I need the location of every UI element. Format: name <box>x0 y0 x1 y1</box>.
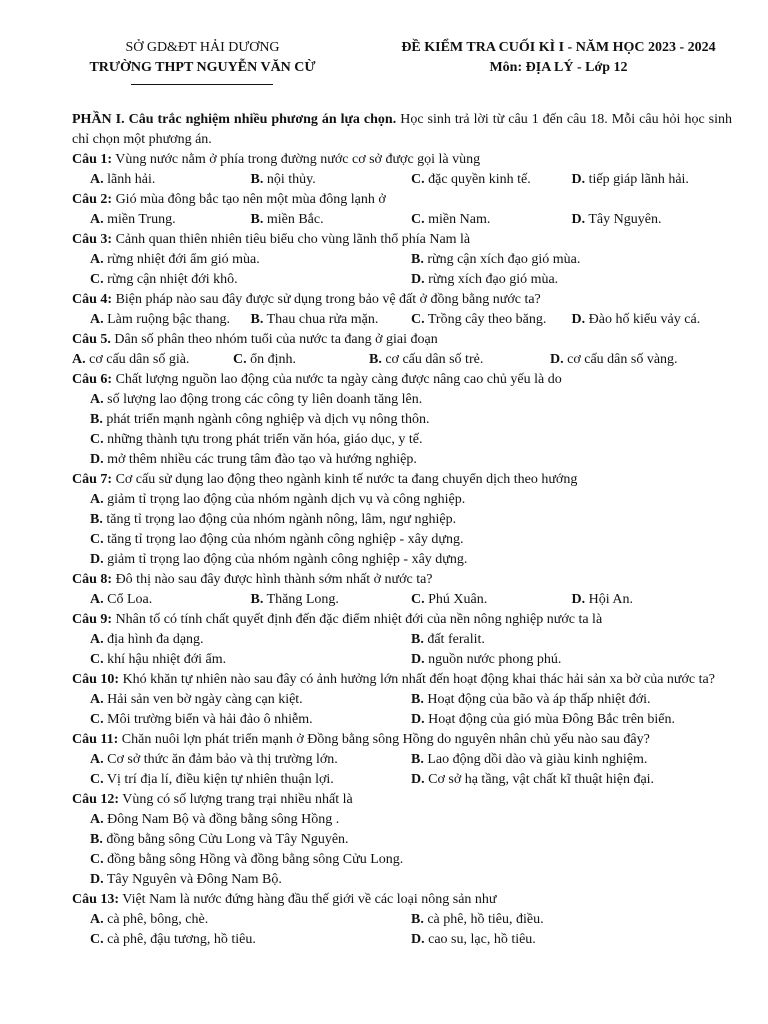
option-letter: B. <box>411 752 424 767</box>
question-7 <box>72 470 732 490</box>
option-c[interactable] <box>411 170 572 190</box>
option-b[interactable] <box>251 310 412 330</box>
option-letter: A. <box>90 172 104 187</box>
option-text: đồng bằng sông Hồng và đồng bằng sông Cửu Long. <box>103 852 404 867</box>
option-letter: D. <box>571 172 586 187</box>
option-letter: D. <box>411 652 425 667</box>
option-text: rừng cận nhiệt đới khô. <box>103 272 238 287</box>
question-number: Câu 8: <box>72 572 113 587</box>
option-text: Cơ sở hạ tầng, vật chất kĩ thuật hiện đại. <box>424 772 655 787</box>
question-5 <box>72 330 732 350</box>
option-letter: A. <box>90 312 104 327</box>
option-letter: A. <box>90 812 104 827</box>
option-c[interactable] <box>90 850 732 870</box>
option-d[interactable] <box>411 270 732 290</box>
option-text: cơ cấu dân số vàng. <box>563 352 678 367</box>
option-letter: C. <box>411 592 425 607</box>
option-c[interactable] <box>90 530 732 550</box>
option-text: Môi trường biển và hải đảo ô nhiễm. <box>103 712 313 727</box>
option-text: cơ cấu dân số trẻ. <box>381 352 484 367</box>
option-text: phát triển mạnh ngành công nghiệp và dịch vụ nông thôn. <box>102 412 430 427</box>
option-letter: C. <box>411 212 425 227</box>
header-underline <box>131 84 273 85</box>
question-number: Câu 3: <box>72 232 113 247</box>
option-text: Thăng Long. <box>263 592 339 607</box>
question-9 <box>72 610 732 630</box>
question-11 <box>72 730 732 750</box>
options-5 <box>72 350 732 370</box>
option-letter: B. <box>250 312 264 327</box>
option-letter: A. <box>90 592 104 607</box>
option-text: cơ cấu dân số già. <box>85 352 190 367</box>
question-text: Nhân tố có tính chất quyết định đến đặc điểm nhiệt đới của nền nông nghiệp nước ta là <box>112 612 603 627</box>
option-text: miền Trung. <box>103 212 176 227</box>
option-c[interactable] <box>90 430 732 450</box>
option-b[interactable] <box>411 750 732 770</box>
exam-title: ĐỀ KIỂM TRA CUỐI KÌ I - NĂM HỌC 2023 - 2024 <box>401 40 716 55</box>
options-1 <box>72 170 732 190</box>
option-letter: C. <box>90 852 104 867</box>
option-text: giảm tỉ trọng lao động của nhóm ngành công nghiệp - xây dựng. <box>103 552 468 567</box>
option-letter: A. <box>90 492 104 507</box>
question-text: Gió mùa đông bắc tạo nên một mùa đông lạnh ở <box>112 192 386 207</box>
question-text: Khó khăn tự nhiên nào sau đây có ảnh hưởng lớn nhất đến hoạt động khai thác hải sản xa bờ của nước ta? <box>119 672 715 687</box>
option-text: Vị trí địa lí, điều kiện tự nhiên thuận lợi. <box>103 772 334 787</box>
option-c[interactable] <box>411 590 572 610</box>
option-text: miền Nam. <box>424 212 491 227</box>
option-a[interactable] <box>90 690 411 710</box>
option-text: Hội An. <box>585 592 633 607</box>
option-letter: C. <box>90 432 104 447</box>
option-letter: B. <box>250 172 264 187</box>
option-text: mở thêm nhiều các trung tâm đào tạo và hướng nghiệp. <box>103 452 417 467</box>
option-d[interactable] <box>411 650 732 670</box>
option-letter: C. <box>90 712 104 727</box>
question-number: Câu 9: <box>72 612 113 627</box>
options-13 <box>72 910 732 950</box>
option-text: Đông Nam Bộ và đồng bằng sông Hồng . <box>103 812 340 827</box>
question-4 <box>72 290 732 310</box>
option-text: nguồn nước phong phú. <box>424 652 562 667</box>
question-1 <box>72 150 732 170</box>
options-2 <box>72 210 732 230</box>
option-c[interactable] <box>90 770 411 790</box>
option-letter: C. <box>233 352 247 367</box>
question-2 <box>72 190 732 210</box>
option-text: Hải sản ven bờ ngày càng cạn kiệt. <box>103 692 303 707</box>
question-text: Dân số phân theo nhóm tuổi của nước ta đang ở giai đoạn <box>110 332 438 347</box>
question-number: Câu 13: <box>72 892 120 907</box>
option-letter: D. <box>571 592 586 607</box>
option-c[interactable] <box>90 710 411 730</box>
options-12 <box>72 810 732 890</box>
option-text: đất feralit. <box>423 632 485 647</box>
option-d[interactable] <box>572 310 733 330</box>
department-name: SỞ GD&ĐT HẢI DƯƠNG <box>125 40 280 55</box>
option-letter: B. <box>90 412 103 427</box>
option-letter: A. <box>90 392 104 407</box>
option-b[interactable] <box>411 630 732 650</box>
section-title: PHẦN I. Câu trắc nghiệm nhiều phương án lựa chọn. <box>72 112 397 127</box>
option-letter: B. <box>250 212 264 227</box>
option-letter: B. <box>250 592 264 607</box>
option-text: cà phê, đậu tương, hồ tiêu. <box>103 932 256 947</box>
option-text: những thành tựu trong phát triển văn hóa, giáo dục, y tế. <box>103 432 423 447</box>
option-text: đặc quyền kinh tế. <box>424 172 531 187</box>
exam-subject: Môn: ĐỊA LÝ - Lớp 12 <box>489 60 628 75</box>
option-a[interactable] <box>90 390 732 410</box>
option-letter: D. <box>90 552 104 567</box>
option-letter: D. <box>571 212 586 227</box>
question-number: Câu 11: <box>72 732 119 747</box>
question-text: Cơ cấu sử dụng lao động theo ngành kinh tế nước ta đang chuyển dịch theo hướng <box>112 472 578 487</box>
option-text: ổn định. <box>246 352 297 367</box>
option-letter: D. <box>571 312 586 327</box>
option-letter: C. <box>411 312 425 327</box>
exam-header <box>356 38 761 78</box>
option-letter: B. <box>411 252 424 267</box>
question-text: Vùng nước nằm ở phía trong đường nước cơ sở được gọi là vùng <box>112 152 481 167</box>
option-text: Trồng cây theo băng. <box>424 312 547 327</box>
question-3 <box>72 230 732 250</box>
option-letter: C. <box>411 172 425 187</box>
option-text: Đào hố kiểu vảy cá. <box>585 312 701 327</box>
section-instruction: Học sinh trả lời từ câu 1 đến câu 18. Mỗi câu hỏi học sinh chỉ chọn một phương án. <box>72 112 732 147</box>
question-12 <box>72 790 732 810</box>
question-number: Câu 1: <box>72 152 113 167</box>
option-letter: B. <box>90 512 103 527</box>
option-a[interactable] <box>72 350 233 370</box>
option-d[interactable] <box>411 930 732 950</box>
option-b[interactable] <box>411 250 732 270</box>
options-6 <box>72 390 732 470</box>
question-number: Câu 4: <box>72 292 113 307</box>
school-header <box>60 38 345 78</box>
options-11 <box>72 750 732 790</box>
option-a[interactable] <box>90 810 732 830</box>
option-a[interactable] <box>90 170 251 190</box>
question-6 <box>72 370 732 390</box>
option-letter: A. <box>90 692 104 707</box>
options-9 <box>72 630 732 670</box>
option-d[interactable] <box>411 770 732 790</box>
option-a[interactable] <box>90 490 732 510</box>
question-8 <box>72 570 732 590</box>
question-number: Câu 10: <box>72 672 120 687</box>
option-b[interactable] <box>411 690 732 710</box>
option-text: rừng nhiệt đới ẩm gió mùa. <box>103 252 260 267</box>
option-letter: A. <box>90 212 104 227</box>
option-letter: B. <box>411 912 424 927</box>
option-letter: D. <box>411 712 425 727</box>
option-c[interactable] <box>90 930 411 950</box>
option-text: Phú Xuân. <box>424 592 488 607</box>
option-text: Tây Nguyên và Đông Nam Bộ. <box>103 872 282 887</box>
question-10 <box>72 670 732 690</box>
option-letter: A. <box>90 912 104 927</box>
option-b[interactable] <box>90 410 732 430</box>
option-text: tiếp giáp lãnh hải. <box>585 172 689 187</box>
options-3 <box>72 250 732 290</box>
option-text: số lượng lao động trong các công ty liên doanh tăng lên. <box>103 392 423 407</box>
option-text: rừng cận xích đạo gió mùa. <box>423 252 581 267</box>
option-a[interactable] <box>90 210 251 230</box>
question-number: Câu 6: <box>72 372 113 387</box>
option-text: Lao động dồi dào và giàu kinh nghiệm. <box>423 752 648 767</box>
option-text: Hoạt động của bão và áp thấp nhiệt đới. <box>423 692 651 707</box>
options-4 <box>72 310 732 330</box>
option-letter: A. <box>90 632 104 647</box>
option-text: tăng tỉ trọng lao động của nhóm ngành công nghiệp - xây dựng. <box>103 532 464 547</box>
option-letter: C. <box>90 772 104 787</box>
option-d[interactable] <box>550 350 711 370</box>
option-d[interactable] <box>90 450 732 470</box>
option-c[interactable] <box>90 270 411 290</box>
option-text: miền Bắc. <box>263 212 324 227</box>
option-text: Tây Nguyên. <box>585 212 662 227</box>
question-number: Câu 2: <box>72 192 113 207</box>
school-name: TRƯỜNG THPT NGUYỄN VĂN CỪ <box>89 60 316 75</box>
option-c[interactable] <box>233 350 369 370</box>
option-letter: B. <box>411 632 424 647</box>
option-text: địa hình đa dạng. <box>103 632 204 647</box>
section-intro <box>72 110 732 150</box>
option-text: cà phê, bông, chè. <box>103 912 209 927</box>
option-text: đồng bằng sông Cửu Long và Tây Nguyên. <box>102 832 349 847</box>
option-a[interactable] <box>90 630 411 650</box>
question-13 <box>72 890 732 910</box>
option-letter: D. <box>411 272 425 287</box>
options-7 <box>72 490 732 570</box>
option-a[interactable] <box>90 590 251 610</box>
option-d[interactable] <box>572 590 733 610</box>
option-text: Cổ Loa. <box>103 592 153 607</box>
option-text: Hoạt động của gió mùa Đông Bắc trên biển. <box>424 712 676 727</box>
question-text: Biện pháp nào sau đây được sử dụng trong bảo vệ đất ở đồng bằng nước ta? <box>112 292 541 307</box>
option-d[interactable] <box>572 210 733 230</box>
option-letter: A. <box>72 352 86 367</box>
option-text: cao su, lạc, hồ tiêu. <box>424 932 536 947</box>
option-letter: D. <box>411 932 425 947</box>
option-b[interactable] <box>411 910 732 930</box>
question-number: Câu 12: <box>72 792 120 807</box>
option-a[interactable] <box>90 310 251 330</box>
option-text: Cơ sở thức ăn đảm bảo và thị trường lớn. <box>103 752 338 767</box>
option-text: rừng xích đạo gió mùa. <box>424 272 559 287</box>
question-number: Câu 7: <box>72 472 113 487</box>
option-b[interactable] <box>251 210 412 230</box>
option-d[interactable] <box>411 710 732 730</box>
option-letter: A. <box>90 252 104 267</box>
option-letter: B. <box>369 352 382 367</box>
option-text: Thau chua rửa mặn. <box>263 312 379 327</box>
option-a[interactable] <box>90 910 411 930</box>
option-b[interactable] <box>251 590 412 610</box>
option-text: khí hậu nhiệt đới ẩm. <box>103 652 227 667</box>
question-text: Vùng có số lượng trang trại nhiều nhất là <box>119 792 353 807</box>
option-letter: C. <box>90 932 104 947</box>
option-b[interactable] <box>90 510 732 530</box>
option-letter: C. <box>90 652 104 667</box>
option-d[interactable] <box>90 550 732 570</box>
exam-body <box>72 110 732 950</box>
option-letter: D. <box>550 352 564 367</box>
option-text: giảm tỉ trọng lao động của nhóm ngành dịch vụ và công nghiệp. <box>103 492 466 507</box>
option-text: nội thủy. <box>263 172 316 187</box>
option-c[interactable] <box>411 210 572 230</box>
option-letter: C. <box>90 532 104 547</box>
question-number: Câu 5. <box>72 332 111 347</box>
option-b[interactable] <box>251 170 412 190</box>
option-letter: D. <box>411 772 425 787</box>
option-c[interactable] <box>90 650 411 670</box>
option-letter: D. <box>90 452 104 467</box>
option-letter: D. <box>90 872 104 887</box>
question-text: Chất lượng nguồn lao động của nước ta ngày càng được nâng cao chủ yếu là do <box>112 372 562 387</box>
option-b[interactable] <box>90 830 732 850</box>
options-10 <box>72 690 732 730</box>
option-text: lãnh hải. <box>103 172 156 187</box>
option-letter: C. <box>90 272 104 287</box>
question-text: Chăn nuôi lợn phát triển mạnh ở Đồng bằng sông Hồng do nguyên nhân chủ yếu nào sau đây? <box>118 732 650 747</box>
option-b[interactable] <box>369 350 550 370</box>
option-letter: B. <box>411 692 424 707</box>
option-letter: A. <box>90 752 104 767</box>
option-d[interactable] <box>90 870 732 890</box>
question-text: Việt Nam là nước đứng hàng đầu thế giới về các loại nông sản như <box>119 892 497 907</box>
option-d[interactable] <box>572 170 733 190</box>
option-text: cà phê, hồ tiêu, điều. <box>423 912 544 927</box>
question-text: Cảnh quan thiên nhiên tiêu biểu cho vùng lãnh thổ phía Nam là <box>112 232 471 247</box>
question-text: Đô thị nào sau đây được hình thành sớm nhất ở nước ta? <box>112 572 433 587</box>
option-c[interactable] <box>411 310 572 330</box>
option-text: tăng tỉ trọng lao động của nhóm ngành nông, lâm, ngư nghiệp. <box>102 512 457 527</box>
option-letter: B. <box>90 832 103 847</box>
option-a[interactable] <box>90 750 411 770</box>
options-8 <box>72 590 732 610</box>
option-a[interactable] <box>90 250 411 270</box>
option-text: Làm ruộng bậc thang. <box>103 312 230 327</box>
